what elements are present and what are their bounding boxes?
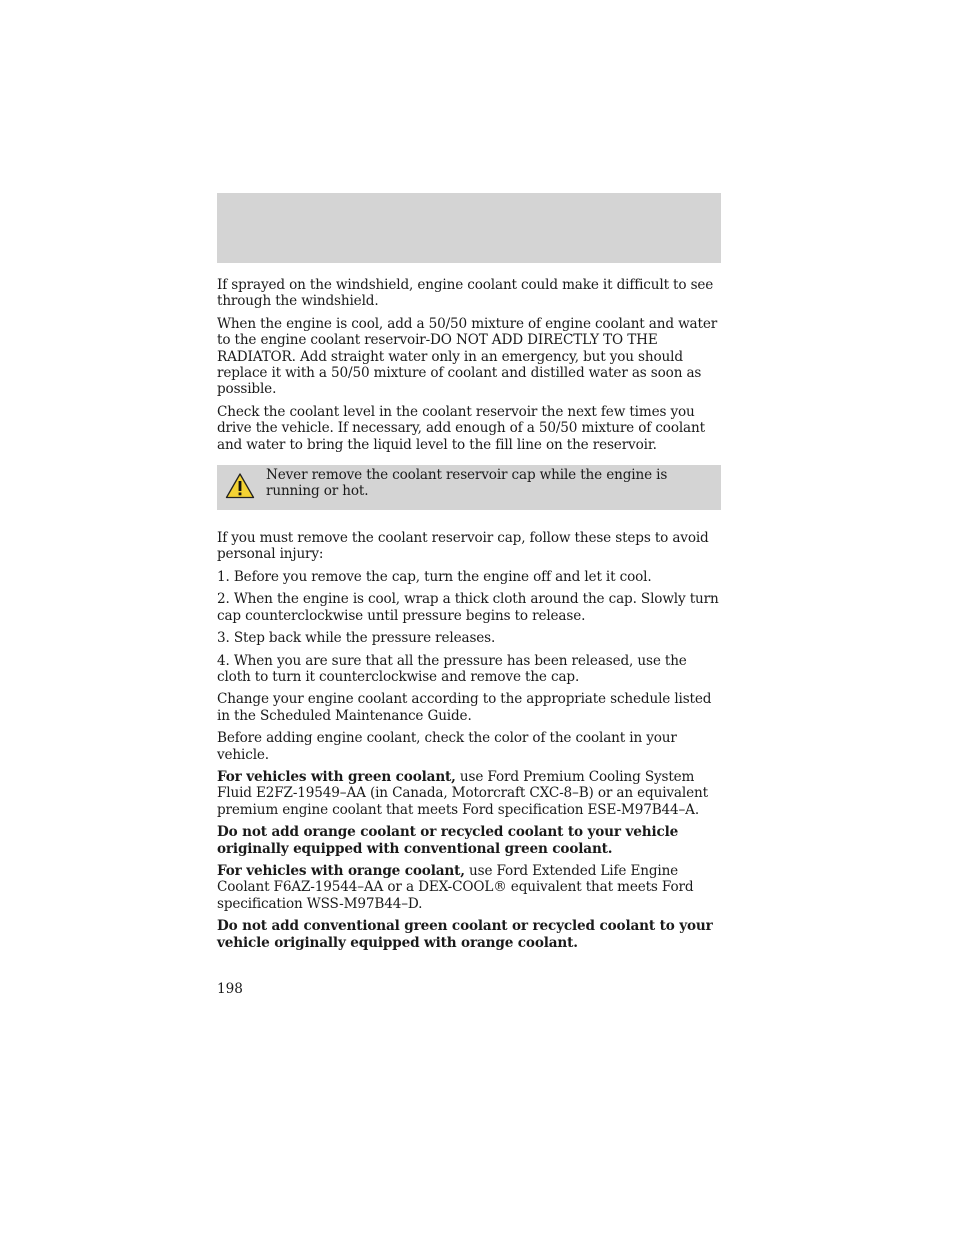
step-3: 3. Step back while the pressure releases.	[217, 630, 496, 647]
section-header-band	[217, 193, 721, 263]
page-content	[217, 277, 723, 957]
warning-box	[217, 465, 721, 510]
orange-coolant-caution: Do not add conventional green coolant or recycled coolant to your vehicle originally equipped with orange coolant.	[217, 918, 713, 951]
green-coolant-caution: Do not add orange coolant or recycled coolant to your vehicle originally equipped with conventional green coolant.	[217, 824, 679, 857]
warning-triangle-icon	[225, 472, 255, 499]
orange-coolant-lead: For vehicles with orange coolant,	[217, 862, 465, 879]
paragraph-add-mixture: When the engine is cool, add a 50/50 mixture of engine coolant and water to the engine coolant reservoir-DO NOT ADD DIRECTLY TO THE RADIATOR. Add straight water only in an emergency, but you should replace it with a 50/50 mixture of coolant and distilled water as soon as possible.	[217, 315, 718, 398]
green-coolant-lead: For vehicles with green coolant,	[217, 768, 456, 785]
paragraph-check-level: Check the coolant level in the coolant reservoir the next few times you drive the vehicle. If necessary, add enough of a 50/50 mixture of coolant and water to bring the liquid level to the fill line on the reservoir.	[217, 403, 705, 453]
paragraph-check-color: Before adding engine coolant, check the color of the coolant in your vehicle.	[217, 730, 677, 763]
paragraph-orange-coolant	[217, 863, 723, 912]
warning-text: Never remove the coolant reservoir cap while the engine is running or hot.	[266, 467, 668, 500]
paragraph-change-schedule: Change your engine coolant according to the appropriate schedule listed in the Scheduled Maintenance Guide.	[217, 691, 712, 724]
orange-coolant-body: use Ford Extended Life Engine Coolant F6AZ-19544–AA or a DEX-COOL® equivalent that meets Ford specification WSS-M97B44–D.	[217, 862, 694, 912]
paragraph-windshield: If sprayed on the windshield, engine coolant could make it difficult to see through the windshield.	[217, 277, 714, 310]
page-number: 198	[217, 981, 243, 997]
paragraph-green-coolant	[217, 769, 723, 818]
green-coolant-body: use Ford Premium Cooling System Fluid E2FZ-19549–AA (in Canada, Motorcraft CXC-8–B) or an equivalent premium engine coolant that meets Ford specification ESE-M97B44–A.	[217, 768, 708, 818]
step-2: 2. When the engine is cool, wrap a thick cloth around the cap. Slowly turn cap counterclockwise until pressure begins to release.	[217, 591, 719, 624]
paragraph-steps-intro: If you must remove the coolant reservoir cap, follow these steps to avoid personal injury:	[217, 530, 709, 563]
step-1: 1. Before you remove the cap, turn the engine off and let it cool.	[217, 568, 652, 585]
step-4: 4. When you are sure that all the pressure has been released, use the cloth to turn it counterclockwise and remove the cap.	[217, 652, 687, 685]
